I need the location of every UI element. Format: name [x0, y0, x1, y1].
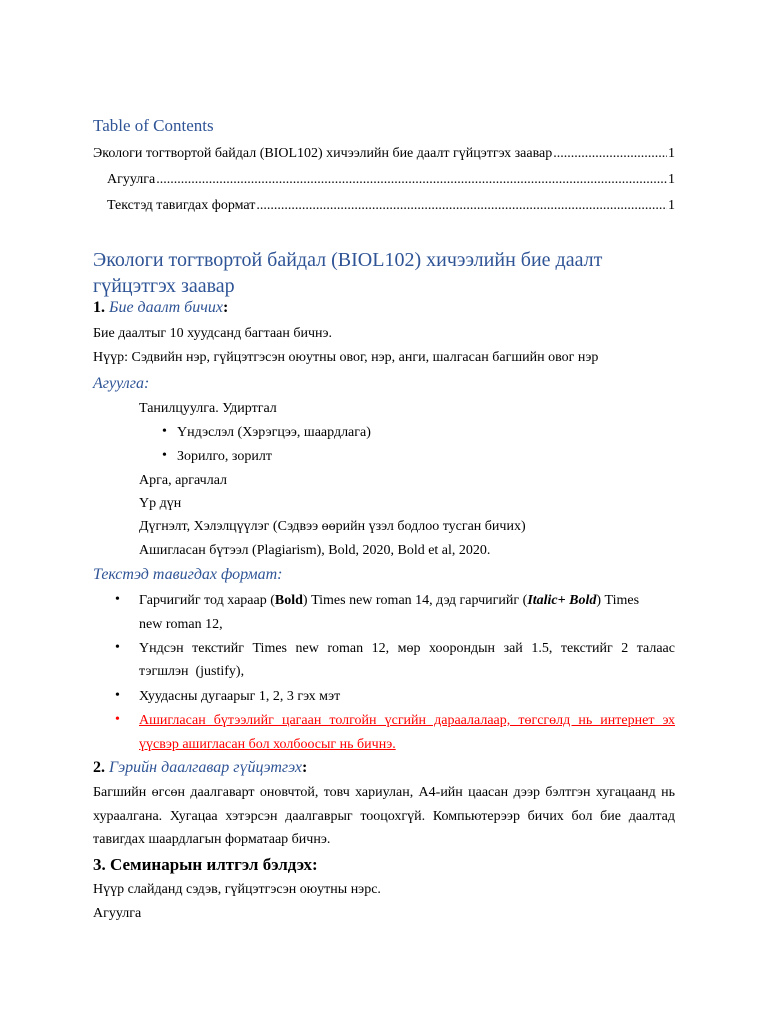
toc-entry-page: 1 — [668, 198, 675, 213]
content-heading — [93, 375, 149, 393]
format-bullet-4: Ашигласан бүтээлийг цагаан толгойн үсгийн дараалалаар, төгсгөлд нь интернет эх — [139, 713, 675, 728]
content-item: Танилцуулга. Удиртгал — [139, 401, 277, 416]
toc-entry-text: Текстэд тавигдах формат — [107, 198, 256, 213]
format-heading: Текстэд тавигдах формат: — [93, 566, 283, 583]
toc-entry-page: 1 — [668, 172, 675, 187]
content-item: Ашигласан бүтээл (Plagiarism), Bold, 2020, Bold et al, 2020. — [139, 543, 491, 558]
body-line: Нүүр слайданд сэдэв, гүйцэтгэсэн оюутны нэрс. — [93, 882, 381, 897]
format-bullet-3: Хуудасны дугаарыг 1, 2, 3 гэх мэт — [139, 689, 341, 704]
format-bullet-2: Үндсэн текстийг Times new roman 12, мөр хоорондын зай 1.5, текстийг 2 талаас — [139, 641, 675, 656]
toc-leader-dots — [156, 172, 667, 188]
section-number: 2 — [93, 759, 101, 776]
bullet-icon: • — [115, 640, 120, 655]
body-line: тавигдах шаардлагын форматаар бичнэ. — [93, 832, 331, 847]
toc-entry[interactable] — [107, 172, 675, 188]
body-line: хураалгана. Хугацаа хэтэрсэн даалгаврыг тооцохгүй. Компьютерээр бичих бол бие даалтад — [93, 809, 675, 824]
content-item: Зорилго, зорилт — [177, 449, 272, 464]
section-title: Гэрийн даалгавар гүйцэтгэх — [109, 759, 302, 776]
section-3-heading: 3. Семинарын илтгэл бэлдэх: — [93, 855, 318, 874]
toc-entry-page: 1 — [668, 146, 675, 161]
body-line: Нүүр: Сэдвийн нэр, гүйцэтгэсэн оюутны овог, нэр, анги, шалгасан багшийн овог нэр — [93, 350, 599, 365]
format-bullet-4-cont: үүсвэр ашигласан бол холбоосыг нь бичнэ. — [139, 737, 396, 752]
toc-entry-text: Экологи тогтвортой байдал (BIOL102) хичээлийн бие даалт гүйцэтгэх заавар — [93, 146, 553, 161]
bullet-icon: • — [115, 592, 120, 607]
toc-entry-text: Агуулга — [107, 172, 156, 187]
bullet-icon: • — [115, 688, 120, 703]
section-1-heading: 1. Бие даалт бичих: — [93, 299, 229, 316]
toc-title: Table of Contents — [93, 116, 214, 135]
content-item: Үр дүн — [139, 496, 182, 511]
toc-entry[interactable] — [107, 198, 675, 214]
content-item: Үндэслэл (Хэрэгцээ, шаардлага) — [177, 425, 371, 440]
format-bullet-2-cont: тэгшлэн (justify), — [139, 664, 245, 679]
section-number: 1 — [93, 299, 101, 316]
content-title: Агуулга: — [93, 375, 150, 392]
bullet-icon: • — [162, 448, 167, 463]
document-title: Экологи тогтвортой байдал (BIOL102) хичээлийн бие даалт гүйцэтгэх заавар — [93, 249, 603, 297]
content-item: Арга, аргачлал — [139, 473, 228, 488]
toc-leader-dots — [256, 198, 667, 214]
content-item: Дүгнэлт, Хэлэлцүүлэг (Сэдвээ өөрийн үзэл бодлоо тусган бичих) — [139, 519, 526, 534]
format-bullet-1-cont: new roman 12, — [139, 617, 223, 632]
bullet-icon: • — [115, 712, 120, 727]
format-title: Текстэд тавигдах формат — [93, 566, 278, 583]
section-title: Бие даалт бичих — [109, 299, 223, 316]
format-bullet-1: Гарчигийг тод хараар (Bold) Times new roman 14, дэд гарчигийг (Italic+ Bold) Times — [139, 593, 640, 608]
body-line: Бие даалтыг 10 хуудсанд багтаан бичнэ. — [93, 326, 333, 341]
body-line: Багшийн өгсөн даалгаварт оновчтой, товч хариулан, А4-ийн цаасан дээр бэлтгэн хугацаанд нь — [93, 785, 675, 800]
body-line: Агуулга — [93, 906, 142, 921]
bullet-icon: • — [162, 424, 167, 439]
toc-leader-dots — [553, 146, 667, 162]
section-2-heading: 2. Гэрийн даалгавар гүйцэтгэх: — [93, 759, 308, 776]
toc-entry[interactable] — [93, 146, 675, 162]
